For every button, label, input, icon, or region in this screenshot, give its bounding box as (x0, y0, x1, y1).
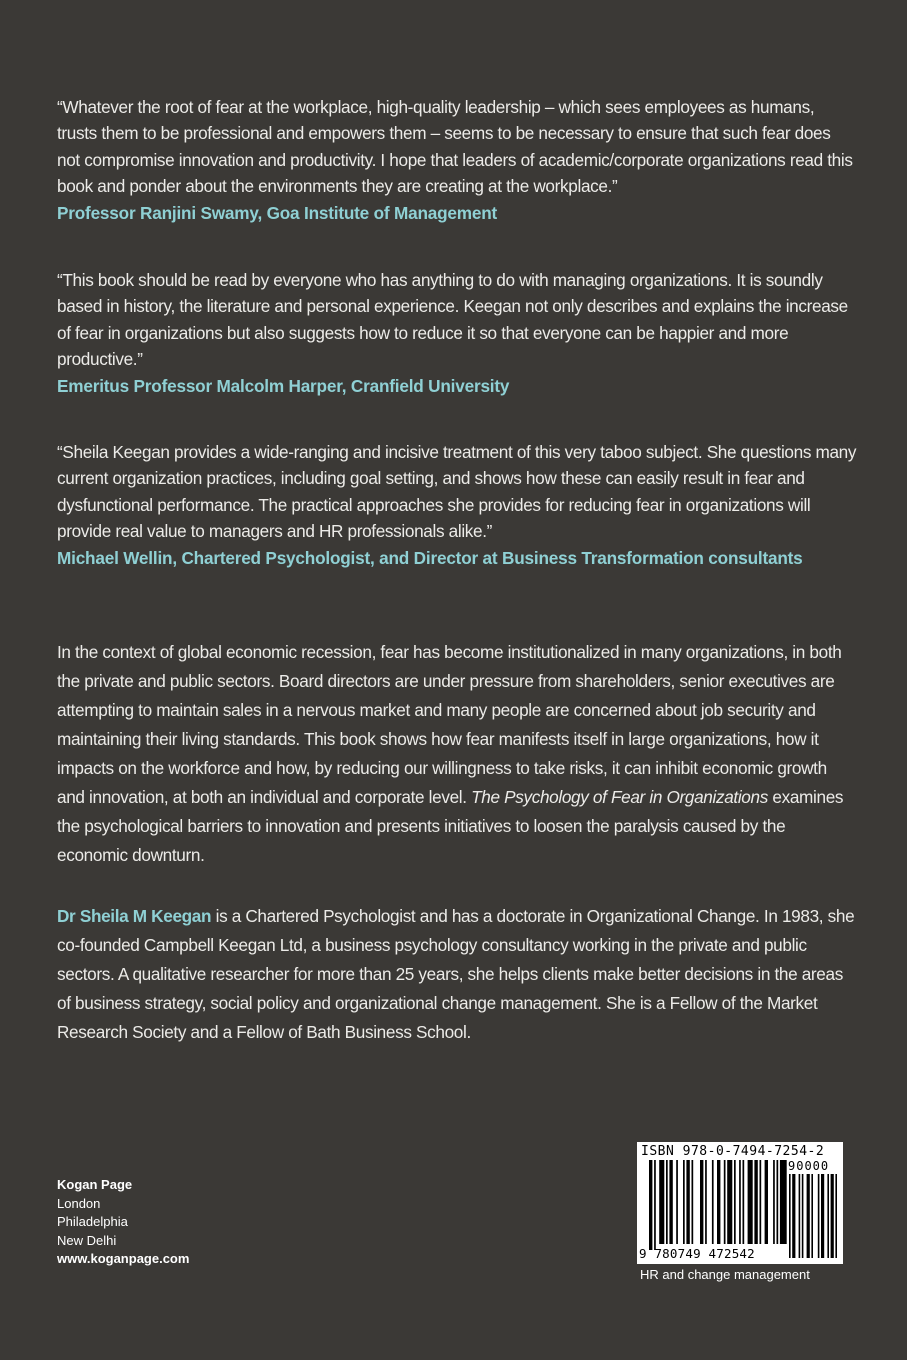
barcode-bar (686, 1160, 689, 1244)
barcode-bar (705, 1160, 707, 1244)
barcode-bar (743, 1160, 745, 1244)
addon-bar (792, 1174, 795, 1258)
synopsis-text: In the context of global economic recession, fear has become institutionalized in many organizations, in both the private and public sectors. Board directors are under pressure from shareholders, senior executives are attempting to maintain sales in a nervous market and many people are concerned about job security and maintaining their living standards. This book shows how fear manifests itself in large organizations, how it impacts on the workforce and how, by reducing our willingness to take risks, it can inhibit economic growth and innovation, at both an individual and corporate level. (57, 642, 842, 807)
review-quote-1 (57, 94, 857, 226)
barcode-bar (739, 1160, 741, 1244)
review-quote-2 (57, 267, 857, 399)
publisher-city: London (57, 1195, 101, 1211)
quote-attribution: Emeritus Professor Malcolm Harper, Cranfield University (57, 375, 510, 396)
barcode-bar (765, 1160, 768, 1244)
addon-bar (818, 1174, 820, 1258)
barcode-bar (777, 1160, 779, 1244)
barcode-bar (666, 1160, 668, 1244)
barcode-bar (717, 1160, 720, 1244)
addon-bar (811, 1174, 813, 1258)
barcode-bar (780, 1160, 787, 1244)
addon-digits: 90000 (788, 1159, 830, 1173)
addon-bar (789, 1174, 791, 1258)
publisher-city: New Delhi (57, 1232, 117, 1248)
ean-digits: 9 780749 472542 (639, 1246, 755, 1261)
barcode-bar (760, 1160, 762, 1244)
barcode-bar (676, 1160, 678, 1244)
author-bio (57, 902, 857, 1047)
review-quote-3 (57, 439, 857, 571)
publisher-website: www.koganpage.com (57, 1251, 190, 1266)
publisher-info (57, 1176, 189, 1269)
barcode-bar (654, 1160, 656, 1250)
book-title: The Psychology of Fear in Organizations (471, 787, 768, 807)
barcode-bar (659, 1160, 664, 1244)
addon-bar (835, 1174, 837, 1258)
isbn-label: ISBN 978-0-7494-7254-2 (641, 1144, 825, 1159)
quote-attribution: Professor Ranjini Swamy, Goa Institute of Management (57, 202, 498, 223)
barcode-bar (712, 1160, 714, 1244)
barcode-bar (773, 1160, 775, 1244)
addon-bar (821, 1174, 824, 1258)
barcode-bar (727, 1160, 732, 1244)
barcode-bar (683, 1160, 685, 1244)
synopsis-text-end: examines the psychological barriers to innovation and presents initiatives to loosen the paralysis caused by the economic downturn. (57, 787, 844, 865)
quote-text: “Sheila Keegan provides a wide-ranging and incisive treatment of this very taboo subject. She questions many current organization practices, including goal setting, and shows how these can easily result in fear and dysfunctional performance. The practical approaches she provides for reducing fear in organizations will provide real value to managers and HR professionals alike.” (57, 442, 857, 542)
barcode-bar (700, 1160, 703, 1244)
addon-bar (799, 1174, 801, 1258)
barcode-bar (734, 1160, 736, 1244)
isbn-barcode (637, 1142, 843, 1264)
quote-text: “Whatever the root of fear at the workplace, high-quality leadership – which sees employees as humans, trusts them to be professional and empowers them – seems to be necessary to ensure that such fear does not compromise innovation and productivity. I hope that leaders of academic/corporate organizations read this book and ponder about the environments they are creating at the workplace.” (57, 97, 853, 197)
author-bio-text: is a Chartered Psychologist and has a doctorate in Organizational Change. In 1983, she co-founded Campbell Keegan Ltd, a business psychology consultancy working in the private and public sectors. A qualitative researcher for more than 25 years, she helps clients make better decisions in the areas of business strategy, social policy and organizational change management. She is a Fellow of the Market Research Society and a Fellow of Bath Business School. (57, 906, 855, 1042)
addon-bar (807, 1174, 810, 1258)
addon-bar (831, 1174, 834, 1258)
barcode-bar (724, 1160, 726, 1244)
quote-text: “This book should be read by everyone who has anything to do with managing organizations. It is soundly based in history, the literature and personal experience. Keegan not only describes and explains the increase of fear in organizations but also suggests how to reduce it so that everyone can be happier and more productive.” (57, 270, 848, 370)
subject-category: HR and change management (640, 1267, 810, 1282)
author-name: Dr Sheila M Keegan (57, 906, 212, 926)
addon-bar (827, 1174, 829, 1258)
addon-bar (802, 1174, 804, 1258)
publisher-name: Kogan Page (57, 1177, 133, 1192)
barcode-bar (754, 1160, 757, 1244)
barcode-bar (748, 1160, 753, 1244)
barcode-bar (692, 1160, 694, 1244)
barcode-bar (669, 1160, 672, 1244)
publisher-city: Philadelphia (57, 1214, 128, 1229)
quote-attribution: Michael Wellin, Chartered Psychologist, and Director at Business Transformation consultants (57, 547, 803, 568)
book-synopsis (57, 638, 857, 870)
barcode-bar (649, 1160, 652, 1250)
